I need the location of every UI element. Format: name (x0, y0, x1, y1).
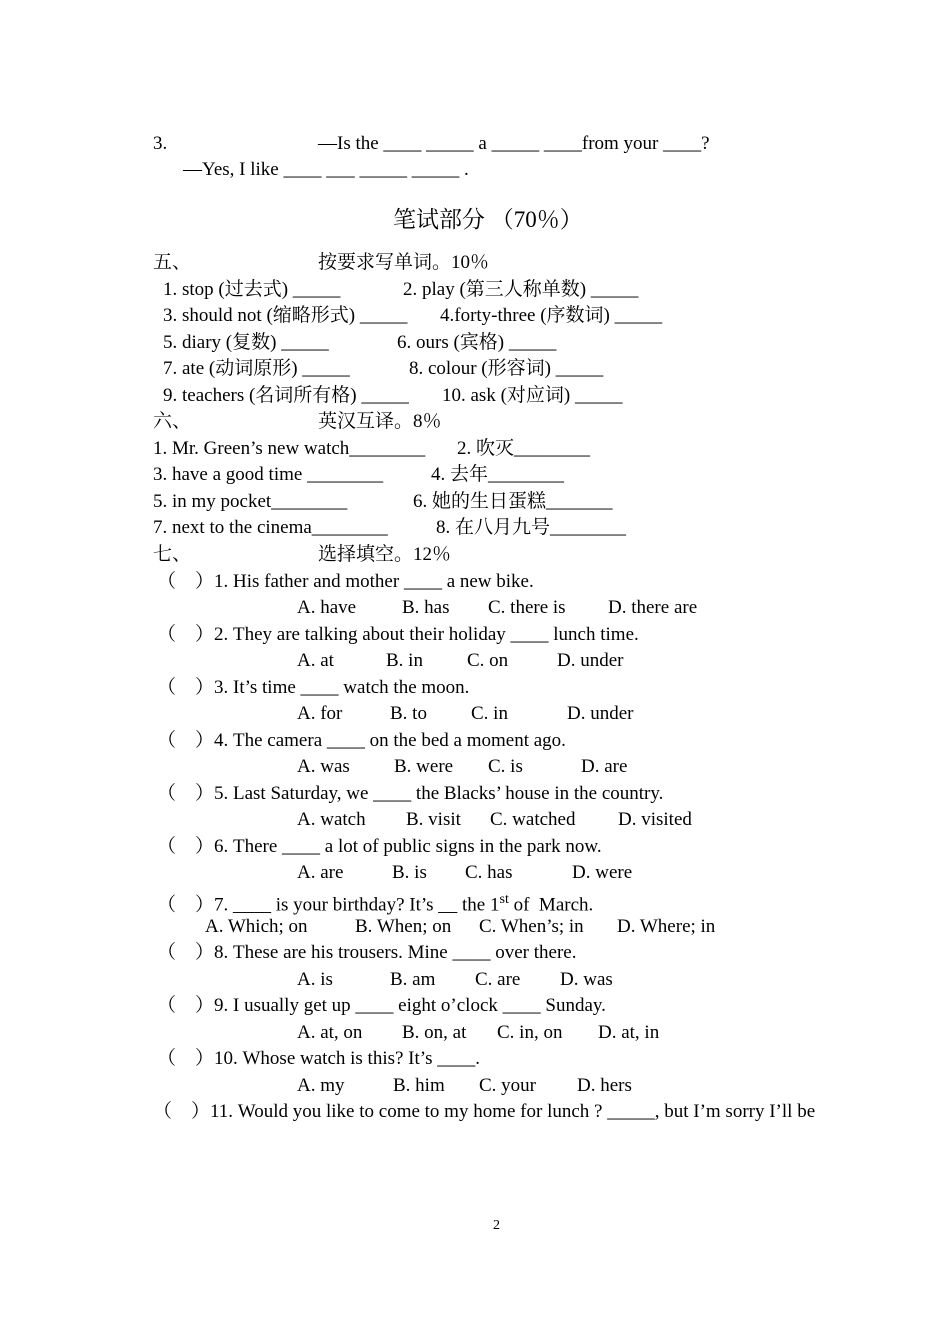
mc-question-text: of March. (508, 894, 594, 916)
dialogue-line: —Yes, I like ____ ___ _____ _____ . (183, 159, 469, 180)
exercise-item: 1. stop (过去式) _____ (163, 279, 341, 300)
dialogue-line: —Is the ____ _____ a _____ ____from your ____? (318, 133, 710, 154)
exercise-item: 5. in my pocket________ (153, 491, 348, 512)
mc-question: （ ）3. It’s time ____ watch the moon. (157, 677, 470, 698)
mc-question: （ ）9. I usually get up ____ eight o’clock ____ Sunday. (157, 995, 606, 1016)
exercise-item: 6. ours (宾格) _____ (397, 332, 557, 353)
exercise-item: 7. next to the cinema________ (153, 517, 388, 538)
mc-option: A. watch (297, 809, 366, 830)
mc-option: C. in (471, 703, 508, 724)
exercise-item: 8. colour (形容词) _____ (409, 358, 604, 379)
mc-question-text: （ ）7. ____ is your birthday? It’s __ the 1 (157, 894, 500, 916)
mc-option: A. is (297, 969, 333, 990)
exercise-item: 2. 吹灭________ (457, 438, 591, 459)
mc-option: B. were (394, 756, 454, 777)
mc-option: D. are (581, 756, 628, 777)
mc-option: C. your (479, 1075, 536, 1096)
mc-question (157, 889, 593, 916)
exercise-item: 4. 去年________ (431, 464, 565, 485)
mc-option: C. are (475, 969, 521, 990)
mc-option: D. under (567, 703, 634, 724)
mc-question: （ ）4. The camera ____ on the bed a moment ago. (157, 730, 566, 751)
exercise-item: 8. 在八月九号________ (436, 517, 627, 538)
exercise-item: 3. have a good time ________ (153, 464, 384, 485)
mc-option: B. to (390, 703, 427, 724)
mc-option: A. are (297, 862, 344, 883)
mc-option: D. were (572, 862, 633, 883)
mc-option: D. there are (608, 597, 698, 618)
mc-option: C. in, on (497, 1022, 563, 1043)
mc-option: B. him (393, 1075, 445, 1096)
exercise-item: 7. ate (动词原形) _____ (163, 358, 350, 379)
exercise-item: 4.forty-three (序数词) _____ (440, 305, 663, 326)
exercise-item: 3. should not (缩略形式) _____ (163, 305, 408, 326)
mc-option: D. at, in (598, 1022, 660, 1043)
section-instruction: 英汉互译。8％ (318, 411, 442, 432)
mc-question: （ ）1. His father and mother ____ a new bike. (157, 571, 534, 592)
section-label: 七、 (153, 544, 192, 565)
exercise-item: 10. ask (对应词) _____ (442, 385, 623, 406)
mc-option: C. watched (490, 809, 576, 830)
section-instruction: 选择填空。12％ (318, 544, 452, 565)
mc-option: C. is (488, 756, 523, 777)
mc-option: D. visited (618, 809, 692, 830)
mc-option: D. under (557, 650, 624, 671)
mc-option: D. hers (577, 1075, 632, 1096)
mc-question: （ ）8. These are his trousers. Mine ____ over there. (157, 942, 577, 963)
mc-option: A. at (297, 650, 334, 671)
mc-option: A. my (297, 1075, 345, 1096)
section-title: 笔试部分 （70％） (393, 207, 583, 232)
mc-question: （ ）5. Last Saturday, we ____ the Blacks’ house in the country. (157, 783, 664, 804)
mc-option: A. have (297, 597, 357, 618)
mc-option: B. is (392, 862, 427, 883)
mc-option: B. on, at (402, 1022, 467, 1043)
mc-question: （ ）11. Would you like to come to my home for lunch ? _____, but I’m sorry I’ll be (153, 1101, 816, 1122)
mc-option: D. was (560, 969, 613, 990)
mc-option: A. Which; on (205, 916, 308, 937)
mc-option: B. has (402, 597, 450, 618)
mc-option: A. for (297, 703, 343, 724)
mc-option: B. in (386, 650, 423, 671)
mc-option: C. there is (488, 597, 566, 618)
mc-option: B. am (390, 969, 436, 990)
mc-question: （ ）6. There ____ a lot of public signs in the park now. (157, 836, 602, 857)
exercise-item: 6. 她的生日蛋糕_______ (413, 491, 613, 512)
mc-question: （ ）2. They are talking about their holiday ____ lunch time. (157, 624, 639, 645)
section-label: 六、 (153, 411, 192, 432)
ordinal-suffix: st (499, 892, 509, 907)
page-number: 2 (493, 1218, 500, 1233)
section-instruction: 按要求写单词。10％ (318, 252, 490, 273)
section-label: 五、 (153, 252, 192, 273)
mc-option: A. at, on (297, 1022, 363, 1043)
mc-option: C. on (467, 650, 509, 671)
exercise-item: 5. diary (复数) _____ (163, 332, 329, 353)
mc-option: D. Where; in (617, 916, 716, 937)
exercise-item: 2. play (第三人称单数) _____ (403, 279, 639, 300)
question-number: 3. (153, 133, 168, 154)
exercise-item: 9. teachers (名词所有格) _____ (163, 385, 409, 406)
mc-option: B. When; on (355, 916, 452, 937)
mc-option: B. visit (406, 809, 461, 830)
mc-option: C. has (465, 862, 513, 883)
exercise-item: 1. Mr. Green’s new watch________ (153, 438, 426, 459)
mc-option: A. was (297, 756, 350, 777)
mc-option: C. When’s; in (479, 916, 584, 937)
mc-question: （ ）10. Whose watch is this? It’s ____. (157, 1048, 480, 1069)
